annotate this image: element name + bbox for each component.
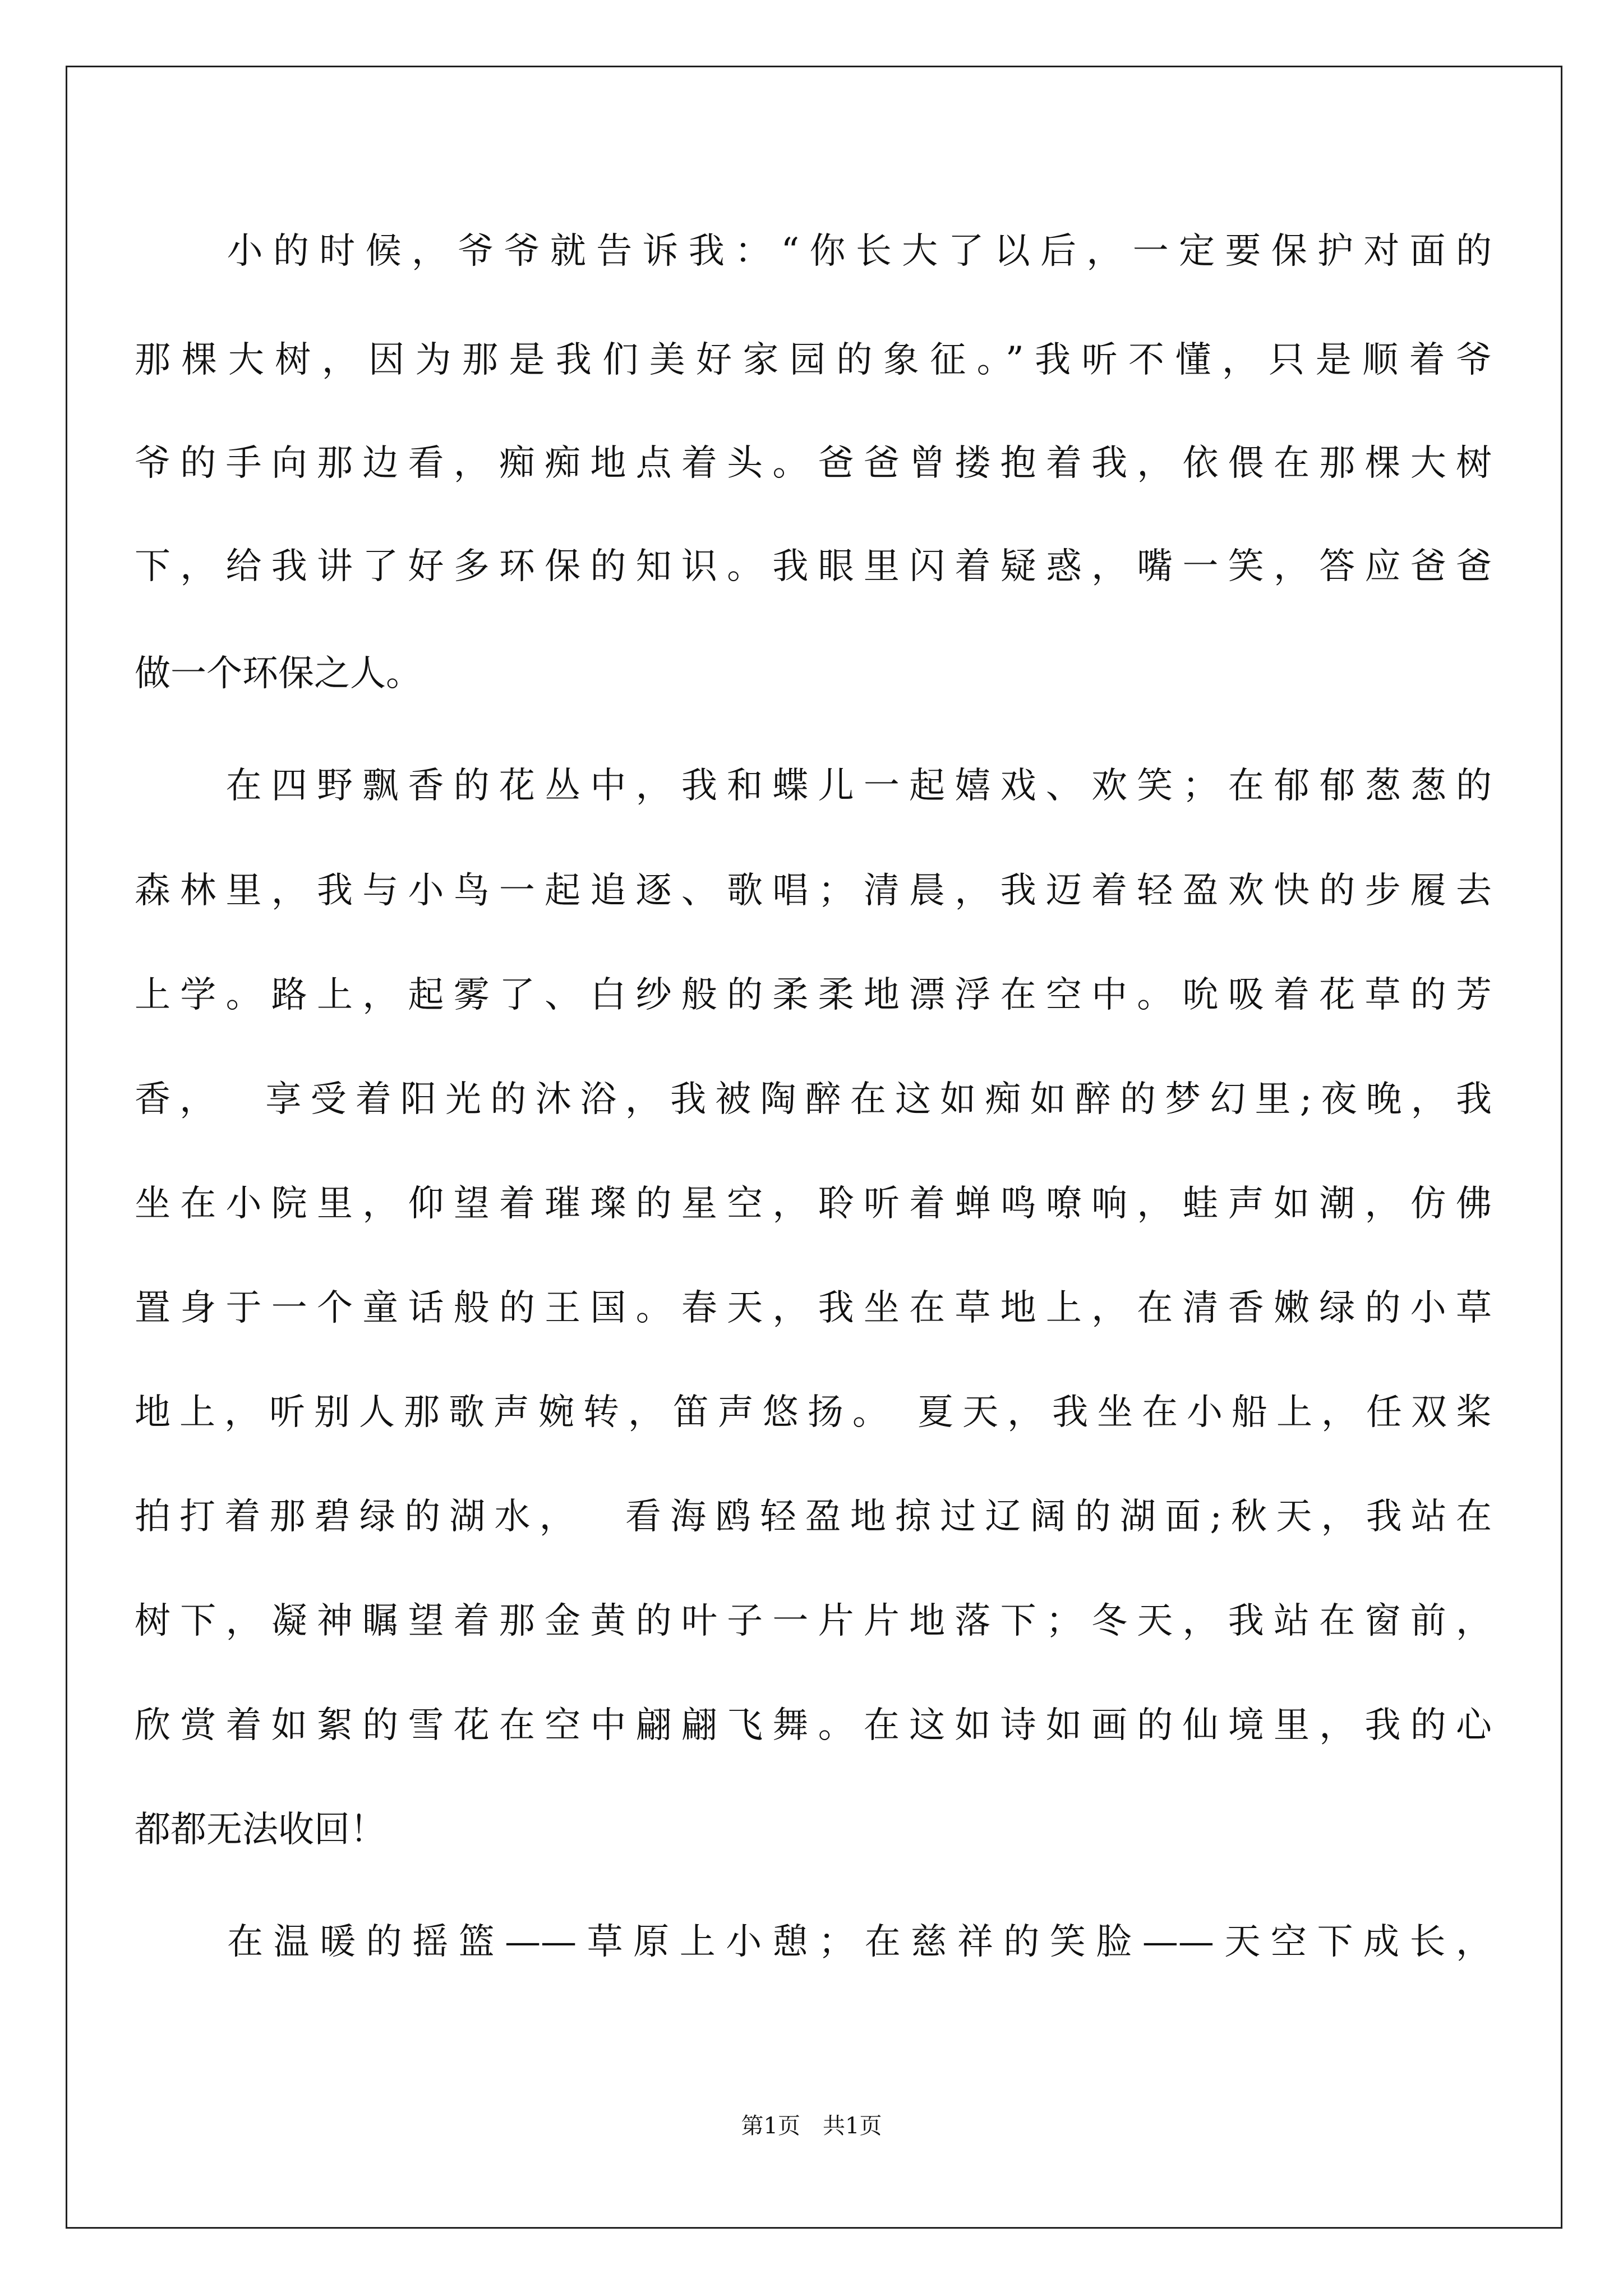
page-footer: 第1页 共1页 [741,2113,882,2139]
text-line: 都都无法收回！ [135,1809,386,1851]
text-line: 那棵大树，因为那是我们美好家园的象征。”我听不懂，只是顺着爷 [135,339,1492,381]
text-line: 坐在小院里，仰望着璀璨的星空，聆听着蝉鸣嘹响，蛙声如潮，仿佛 [135,1183,1492,1225]
text-line: 拍打着那碧绿的湖水， 看海鸥轻盈地掠过辽阔的湖面;秋天，我站在 [135,1496,1492,1538]
text-line: 在四野飘香的花丛中，我和蝶儿一起嬉戏、欢笑；在郁郁葱葱的 [135,765,1492,807]
text-line: 香， 享受着阳光的沐浴，我被陶醉在这如痴如醉的梦幻里;夜晚，我 [135,1079,1492,1120]
text-line: 下，给我讲了好多环保的知识。我眼里闪着疑惑，嘴一笑，答应爸爸 [135,546,1492,587]
text-line: 小的时候，爷爷就告诉我：“你长大了以后，一定要保护对面的 [135,231,1492,272]
text-line: 上学。路上，起雾了、白纱般的柔柔地漂浮在空中。吮吸着花草的芳 [135,974,1492,1016]
text-line: 欣赏着如絮的雪花在空中翩翩飞舞。在这如诗如画的仙境里，我的心 [135,1705,1492,1746]
text-line: 地上，听别人那歌声婉转，笛声悠扬。 夏天，我坐在小船上，任双桨 [135,1392,1492,1433]
text-line: 在温暖的摇篮——草原上小憩；在慈祥的笑脸——天空下成长， [135,1921,1492,1963]
text-line: 森林里，我与小鸟一起追逐、歌唱；清晨，我迈着轻盈欢快的步履去 [135,870,1492,912]
text-line: 爷的手向那边看，痴痴地点着头。爸爸曾搂抱着我，依偎在那棵大树 [135,443,1492,484]
text-line: 置身于一个童话般的王国。春天，我坐在草地上，在清香嫩绿的小草 [135,1287,1492,1329]
text-line: 树下，凝神瞩望着那金黄的叶子一片片地落下；冬天，我站在窗前， [135,1600,1492,1642]
text-line: 做一个环保之人。 [135,653,422,694]
